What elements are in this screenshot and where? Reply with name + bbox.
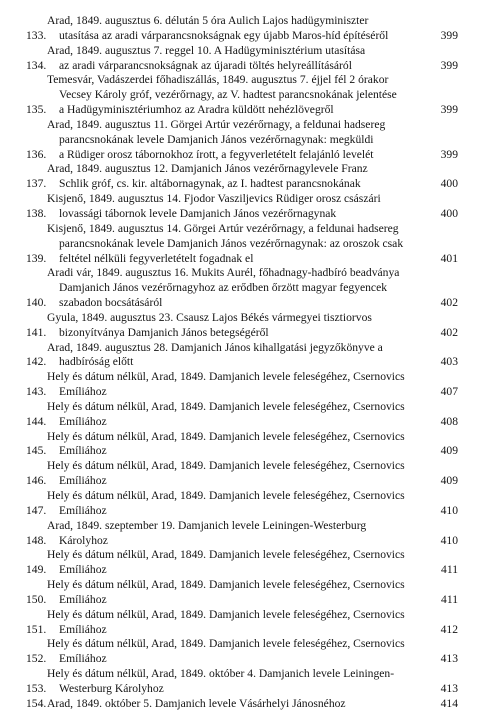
entry-body (47, 44, 458, 74)
toc-entry (26, 162, 458, 192)
entry-line: Arad, 1849. augusztus 11. Görgei Artúr vezérőrnagy, a feldunai hadsereg (47, 117, 386, 131)
entry-last-line (47, 252, 458, 267)
entry-page-number: 399 (440, 58, 458, 72)
entry-last-line (47, 623, 458, 638)
entry-number: 154. (26, 696, 47, 710)
entry-page-number: 403 (440, 355, 458, 369)
entry-last-line (47, 504, 458, 519)
entry-number: 143. (26, 385, 47, 399)
entry-body (47, 637, 458, 667)
entry-line: feltétel nélküli fegyverletételt fogadnak el (59, 251, 254, 265)
entry-line: Arad, 1849. szeptember 19. Damjanich levele Leiningen-Westerburg (47, 518, 367, 532)
toc-entry (26, 266, 458, 311)
entry-line: Temesvár, Vadászerdei főhadiszállás, 1849. augusztus 7. éjjel fél 2 órakor (47, 73, 389, 87)
entry-last-line (47, 385, 458, 400)
entry-last-line (47, 296, 458, 311)
entry-body (47, 222, 458, 267)
entry-last-line (47, 593, 458, 608)
entry-last-line (47, 29, 458, 44)
entry-body (47, 162, 458, 192)
toc-entry (26, 548, 458, 578)
entry-number: 137. (26, 177, 47, 191)
entry-line: Emíliához (59, 652, 107, 666)
entry-line: Károlyhoz (59, 533, 108, 547)
entry-line: utasítása az aradi várparancsnokságnak egy újabb Maros-híd építéséről (59, 28, 389, 42)
entry-body (47, 578, 458, 608)
entry-page-number: 402 (440, 296, 458, 310)
entry-last-line (47, 652, 458, 667)
toc-entry (26, 608, 458, 638)
toc-entry (26, 370, 458, 400)
entry-page-number: 399 (440, 147, 458, 161)
entry-number: 151. (26, 622, 47, 636)
entry-line: lovassági tábornok levele Damjanich János vezérőrnagynak (59, 206, 337, 220)
entry-page-number: 413 (440, 652, 458, 666)
entry-line: parancsnokának levele Damjanich János vezérőrnagynak: megküldi (59, 132, 374, 146)
entry-body (47, 667, 458, 697)
entry-last-line (47, 207, 458, 222)
entry-line: az aradi várparancsnokságnak az újaradi töltés helyreállításáról (59, 58, 352, 72)
entry-last-line (47, 563, 458, 578)
entry-number: 141. (26, 325, 47, 339)
entry-page-number: 413 (440, 681, 458, 695)
toc-entry (26, 637, 458, 667)
toc-entry (26, 519, 458, 549)
entry-page-number: 410 (440, 533, 458, 547)
entry-line: Emíliához (59, 592, 107, 606)
entry-body (47, 489, 458, 519)
entry-number: 153. (26, 681, 47, 695)
entry-number: 146. (26, 474, 47, 488)
entry-line: Aradi vár, 1849. augusztus 16. Mukits Aurél, főhadnagy-hadbíró beadványa (47, 266, 400, 280)
toc-entry (26, 311, 458, 341)
entry-last-line (47, 59, 458, 74)
entry-page-number: 402 (440, 325, 458, 339)
entry-last-line (47, 326, 458, 341)
entry-line: Hely és dátum nélkül, Arad, 1849. Damjanich levele feleségéhez, Csernovics (47, 578, 405, 592)
entry-body (47, 608, 458, 638)
entry-line: Emíliához (59, 622, 107, 636)
entry-page-number: 400 (440, 206, 458, 220)
entry-line: a Rüdiger orosz tábornokhoz írott, a fegyverletételt felajánló levelét (59, 147, 374, 161)
entry-line: Arad, 1849. augusztus 28. Damjanich János kihallgatási jegyzőkönyve a (47, 340, 383, 354)
entry-line: Emíliához (59, 414, 107, 428)
entry-line: Arad, 1849. augusztus 12. Damjanich János vezérőrnagylevele Franz (47, 162, 368, 176)
entry-number: 136. (26, 147, 47, 161)
entry-page-number: 411 (441, 592, 458, 606)
toc-entry (26, 430, 458, 460)
toc-entry (26, 697, 458, 712)
entry-body (47, 697, 458, 712)
toc-entry (26, 73, 458, 118)
entry-body (47, 370, 458, 400)
entry-line: Arad, 1849. augusztus 6. délután 5 óra Aulich Lajos hadügyminiszter (47, 14, 369, 27)
entry-page-number: 401 (440, 251, 458, 265)
entry-number: 135. (26, 103, 47, 117)
entry-page-number: 400 (440, 177, 458, 191)
entry-number: 152. (26, 652, 47, 666)
entry-number: 139. (26, 251, 47, 265)
entry-body (47, 311, 458, 341)
entry-last-line (47, 697, 458, 712)
entry-body (47, 459, 458, 489)
entry-body (47, 548, 458, 578)
toc-entry (26, 489, 458, 519)
toc-entry (26, 400, 458, 430)
entry-page-number: 410 (440, 503, 458, 517)
entry-line: Arad, 1849. október 5. Damjanich levele Vásárhelyi Jánosnéhoz (47, 696, 346, 710)
toc-entry (26, 578, 458, 608)
entry-line: Vecsey Károly gróf, vezérőrnagy, az V. hadtest parancsnokának jelentése (59, 88, 397, 102)
entry-number: 134. (26, 58, 47, 72)
entry-number: 140. (26, 296, 47, 310)
entry-line: Arad, 1849. augusztus 7. reggel 10. A Hadügyminisztérium utasítása (47, 43, 366, 57)
entry-last-line (47, 534, 458, 549)
toc-entry (26, 118, 458, 163)
entry-body (47, 266, 458, 311)
entry-body (47, 14, 458, 44)
toc-entry (26, 667, 458, 697)
entry-number: 144. (26, 414, 47, 428)
entry-line: Emíliához (59, 444, 107, 458)
entry-number: 147. (26, 503, 47, 517)
entry-last-line (47, 474, 458, 489)
entry-line: szabadon bocsátásáról (59, 296, 163, 310)
entry-page-number: 411 (441, 563, 458, 577)
entry-last-line (47, 355, 458, 370)
entry-line: Emíliához (59, 474, 107, 488)
entry-line: Emíliához (59, 503, 107, 517)
entry-last-line (47, 444, 458, 459)
entry-page-number: 409 (440, 444, 458, 458)
toc-entry (26, 44, 458, 74)
entry-page-number: 399 (440, 103, 458, 117)
entry-page-number: 414 (440, 696, 458, 710)
entry-line: Hely és dátum nélkül, Arad, 1849. Damjanich levele feleségéhez, Csernovics (47, 370, 405, 384)
entry-body (47, 73, 458, 118)
entry-number: 138. (26, 206, 47, 220)
toc-entry (26, 222, 458, 267)
entry-line: hadbíróság előtt (59, 355, 134, 369)
entry-line: Hely és dátum nélkül, Arad, 1849. Damjanich levele feleségéhez, Csernovics (47, 548, 405, 562)
entry-line: parancsnokának levele Damjanich János vezérőrnagynak: az oroszok csak (59, 236, 404, 250)
entry-body (47, 519, 458, 549)
entry-line: Westerburg Károlyhoz (59, 681, 164, 695)
entry-number: 149. (26, 563, 47, 577)
entry-last-line (47, 415, 458, 430)
entry-line: bizonyítványa Damjanich János betegségéről (59, 325, 269, 339)
entry-body (47, 192, 458, 222)
entry-body (47, 118, 458, 163)
entry-line: Kisjenő, 1849. augusztus 14. Görgei Artúr vezérőrnagy, a feldunai hadsereg (47, 221, 399, 235)
entry-line: Hely és dátum nélkül, Arad, 1849. Damjanich levele feleségéhez, Csernovics (47, 489, 405, 502)
entry-last-line (47, 148, 458, 163)
entry-page-number: 407 (440, 385, 458, 399)
entry-last-line (47, 103, 458, 118)
entry-line: Hely és dátum nélkül, Arad, 1849. Damjanich levele feleségéhez, Csernovics (47, 607, 405, 621)
toc-entry (26, 192, 458, 222)
entry-line: Gyula, 1849. augusztus 23. Csausz Lajos Békés vármegyei tisztiorvos (47, 310, 372, 324)
entry-number: 145. (26, 444, 47, 458)
toc-entry (26, 341, 458, 371)
entry-line: Emíliához (59, 563, 107, 577)
entry-number: 150. (26, 592, 47, 606)
entry-body (47, 430, 458, 460)
entry-body (47, 400, 458, 430)
entry-line: Damjanich János vezérőrnagyhoz az erődben őrzött magyar fegyencek (59, 281, 388, 295)
entry-page-number: 409 (440, 474, 458, 488)
entry-body (47, 341, 458, 371)
entry-line: Hely és dátum nélkül, Arad, 1849. Damjanich levele feleségéhez, Csernovics (47, 399, 405, 413)
entry-line: Schlik gróf, cs. kir. altábornagynak, az I. hadtest parancsnokának (59, 177, 361, 191)
entry-line: Hely és dátum nélkül, Arad, 1849. Damjanich levele feleségéhez, Csernovics (47, 459, 405, 473)
entry-page-number: 408 (440, 414, 458, 428)
entry-line: Hely és dátum nélkül, Arad, 1849. október 4. Damjanich levele Leiningen- (47, 667, 395, 681)
entry-line: Emíliához (59, 385, 107, 399)
entry-page-number: 399 (440, 28, 458, 42)
entry-page-number: 412 (440, 622, 458, 636)
entry-number: 142. (26, 355, 47, 369)
entry-line: Kisjenő, 1849. augusztus 14. Fjodor Vasziljevics Rüdiger orosz császári (47, 192, 381, 206)
entry-number: 133. (26, 28, 47, 42)
entry-last-line (47, 682, 458, 697)
toc-entry (26, 459, 458, 489)
entry-number: 148. (26, 533, 47, 547)
entry-line: a Hadügyminisztériumhoz az Aradra küldött nehézlövegről (59, 103, 334, 117)
entry-last-line (47, 177, 458, 192)
entry-line: Hely és dátum nélkül, Arad, 1849. Damjanich levele feleségéhez, Csernovics (47, 637, 405, 651)
toc-entry (26, 14, 458, 44)
entry-line: Hely és dátum nélkül, Arad, 1849. Damjanich levele feleségéhez, Csernovics (47, 429, 405, 443)
